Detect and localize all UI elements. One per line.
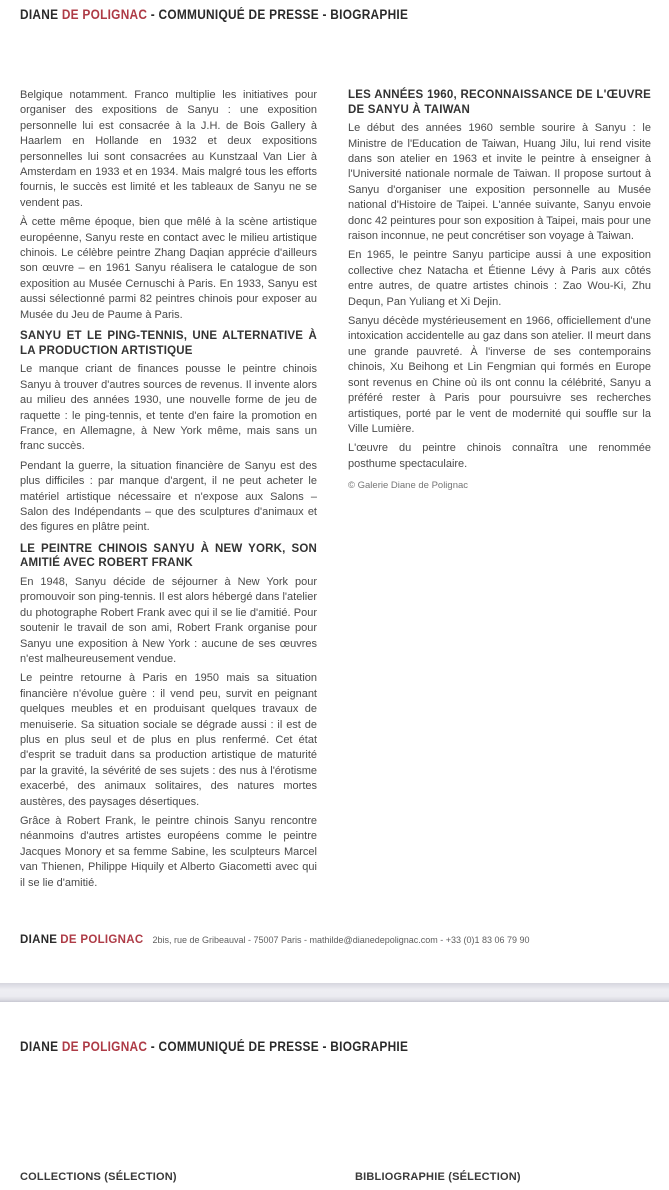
page1-footer xyxy=(20,934,650,946)
section-heading-new-york: LE PEINTRE CHINOIS SANYU À NEW YORK, SON AMITIÉ AVEC ROBERT FRANK xyxy=(20,542,317,570)
brand-name-black: DIANE xyxy=(20,934,58,946)
page-separator xyxy=(0,983,669,1002)
header-title-rest: - COMMUNIQUÉ DE PRESSE - BIOGRAPHIE xyxy=(150,7,409,22)
paragraph: Le début des années 1960 semble sourire à Sanyu : le Ministre de l'Education de Taiwan, Huang Jilu, lui rend visite dans son atelier en 1963 et invite le peintre à enseigner à l'Université nationale normale de Taiwan. Il propose surtout à Sanyu d'organiser une exposition personnelle au Musée national d'Histoire de Taipei. L'année suivante, Sanyu envoie donc 42 peintures pour son exposition à Taipei, mais pour une raison inconnue, ne peut concrétiser son voyage à Taiwan. xyxy=(348,122,651,243)
section-heading-ping-tennis: SANYU ET LE PING-TENNIS, UNE ALTERNATIVE À LA PRODUCTION ARTISTIQUE xyxy=(20,330,317,357)
paragraph: Le peintre retourne à Paris en 1950 mais sa situation financière n'évolue guère : il vend peu, survit en peignant quelques meubles et en produisant quelques travaux de menuiserie. Sa situation sociale se dégrade aussi : il est de plus en plus seul et de plus en plus renfermé. Cet état d'esprit se traduit dans sa production artistique de maturité par la gravité, la sévérité de ses sujets : des nus à l'érotisme exacerbé, des animaux solitaires, des natures mortes austères, des paysages désertiques. xyxy=(20,672,317,808)
paragraph: En 1948, Sanyu décide de séjourner à New York pour promouvoir son ping-tennis. Il est alors hébergé dans l'atelier du photographe Robert Frank avec qui il se lie d'amitié. Pour soutenir le travail de son ami, Robert Frank organise pour Sanyu une exposition à New York : aucune de ses œuvres n'est malheureusement vendue. xyxy=(20,575,317,665)
paragraph: L'œuvre du peintre chinois connaîtra une renommée posthume spectaculaire. xyxy=(348,442,651,470)
section-heading-collections: COLLECTIONS (SÉLECTION) xyxy=(20,1171,177,1183)
brand-name-black: DIANE xyxy=(20,7,59,22)
brand-name-red: DE POLIGNAC xyxy=(61,7,148,22)
section-heading-bibliographie: BIBLIOGRAPHIE (SÉLECTION) xyxy=(355,1171,521,1183)
right-column xyxy=(348,88,651,895)
footer-brand xyxy=(20,934,143,946)
section-heading-taiwan: LES ANNÉES 1960, RECONNAISSANCE DE L'ŒUVRE DE SANYU À TAIWAN xyxy=(348,89,651,116)
paragraph: À cette même époque, bien que mêlé à la scène artistique européenne, Sanyu reste en contact avec le milieu artistique chinois. Le célèbre peintre Zhang Daqian apprécie d'ailleurs son œuvre – en 1961 Sanyu réalisera le catalogue de son exposition au Musée Cernuschi à Paris. En 1933, Sanyu est aussi sélectionné parmi 82 peintres chinois pour exposer au Musée du Jeu de Paume à Paris. xyxy=(20,216,317,321)
brand-name-red: DE POLIGNAC xyxy=(60,934,144,946)
page1-body-columns xyxy=(20,88,651,895)
paragraph: Le manque criant de finances pousse le peintre chinois Sanyu à trouver d'autres sources de revenus. Il invente alors au milieu des années 1930, une nouvelle forme de jeu de raquette : le ping-tennis, et tente d'en faire la promotion en France, en Allemagne, à New York même, mais sans un franc succès. xyxy=(20,363,317,453)
brand-name-red: DE POLIGNAC xyxy=(61,1039,148,1054)
copyright-line: © Galerie Diane de Polignac xyxy=(348,480,469,492)
paragraph: Belgique notamment. Franco multiplie les initiatives pour organiser des expositions de Sanyu : une exposition personnelle lui est consacrée à la J.H. de Bois Gallery à Haarlem en Hollande en 1932 et deux expositions personnelles lui sont consacrées au Kunstzaal Van Lier à Amsterdam en 1933 et en 1934. Mais malgré tous les efforts fournis, le succès est limité et les tableaux de Sanyu ne se vendent pas. xyxy=(20,89,317,209)
page1-header xyxy=(20,7,408,22)
page2-section-row xyxy=(0,1171,669,1190)
paragraph: En 1965, le peintre Sanyu participe aussi à une exposition collective chez Natacha et Étienne Lévy à Paris aux côtés entre autres, de quatre artistes chinois : Zao Wou-Ki, Zhu Dequn, Pan Yuliang et Xi Dejin. xyxy=(348,249,651,308)
paragraph: Grâce à Robert Frank, le peintre chinois Sanyu rencontre néanmoins d'autres artistes européens comme le peintre Jacques Monory et sa femme Sabine, les sculpteurs Marcel van Thienen, Philippe Hiquily et Alberto Giacometti avec qui il se lie d'amitié. xyxy=(20,815,317,889)
header-title-rest: - COMMUNIQUÉ DE PRESSE - BIOGRAPHIE xyxy=(150,1039,409,1054)
footer-address: 2bis, rue de Gribeauval - 75007 Paris - mathilde@dianedepolignac.com - +33 (0)1 83 06 79 90 xyxy=(152,935,530,945)
paragraph: Pendant la guerre, la situation financière de Sanyu est des plus difficiles : par manque d'argent, il ne peut acheter le matériel artistique nécessaire et n'expose aux Salons – Salon des Indépendants – que des sculptures d'animaux et des figures en plâtre peint. xyxy=(20,459,317,534)
paragraph: Sanyu décède mystérieusement en 1966, officiellement d'une intoxication accidentelle au gaz dans son atelier. Il meurt dans une grande pauvreté. À l'inverse de ses contemporains chinois, Xu Beihong et Lin Fengmian qui formés en Europe sont revenus en Chine où ils ont connu la célébrité, Sanyu a préféré rester à Paris pour poursuivre ses recherches artistiques, porté par le vent de modernité qui souffle sur la Ville Lumière. xyxy=(348,315,651,435)
left-column xyxy=(20,88,317,895)
page2-header xyxy=(20,1039,408,1054)
brand-name-black: DIANE xyxy=(20,1039,59,1054)
